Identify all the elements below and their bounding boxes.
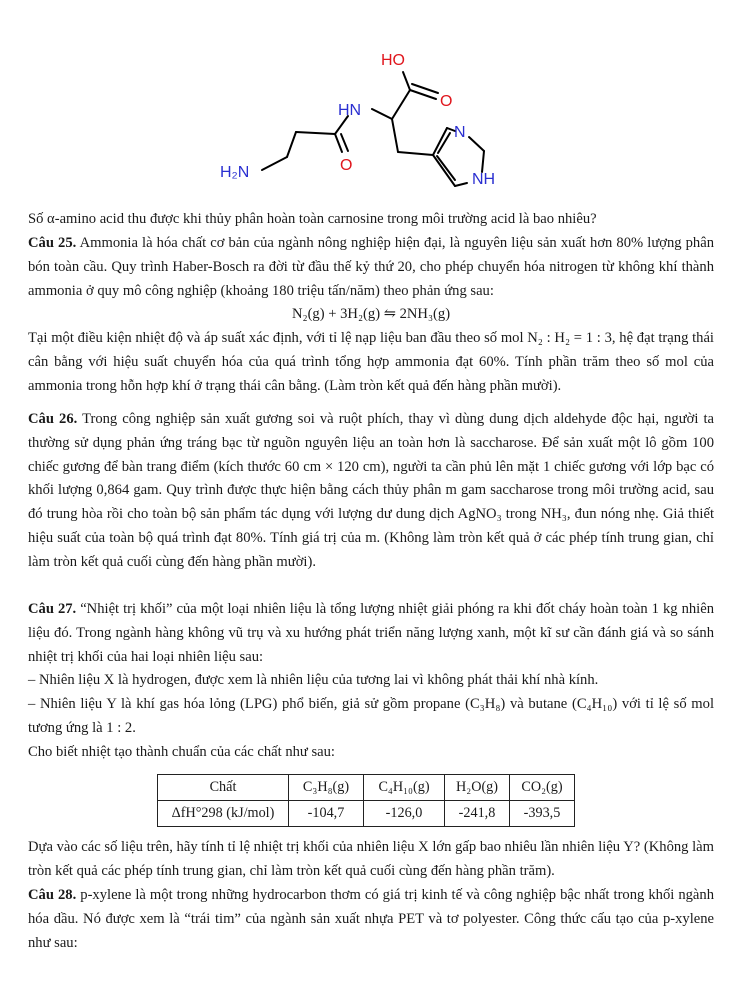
acid-carbonyl-o-label: O [440,93,453,110]
table-cell: -393,5 [510,801,575,827]
question-27-text: “Nhiệt trị khối” của một loại nhiên liệu là tổng lượng nhiệt giải phóng ra khi đốt cháy hoàn toàn 1 kg nhiên liệu đó. Trong ngành hàng không vũ trụ và xu hướng phát triển năng lượng xanh, một kĩ sư cần đánh giá và so sánh nhiệt trị khối của hai loại nhiên liệu sau: [28,601,715,665]
amide-carbonyl-o-label: O [340,157,353,174]
question-26-body [28,408,714,575]
table-header-cell: H₂O(g) [445,775,510,801]
hydroxyl-label: HO [381,52,405,69]
question-24-prompt: Số α-amino acid thu được khi thủy phân hoàn toàn carnosine trong môi trường acid là bao nhiêu? [28,211,597,227]
table-cell: -104,7 [289,801,364,827]
table-header-cell: CO₂(g) [510,775,575,801]
question-28-label: Câu 28. [28,887,77,903]
question-27-after-table: Dựa vào các số liệu trên, hãy tính tỉ lệ nhiệt trị khối của nhiên liệu X lớn gấp bao nhiêu lần nhiên liệu Y? (Không làm tròn kết quả các phép tính trung gian, chỉ làm tròn kết quả cuối cùng đến hàng phần trăm). [28,839,714,879]
enthalpy-table [157,774,575,827]
table-header-cell: Chất [158,775,289,801]
imidazole-nh-label: NH [472,171,496,188]
question-25-text-2: Tại một điều kiện nhiệt độ và áp suất xác định, với tỉ lệ nạp liệu ban đầu theo số mol N₂ : H₂ = 1 : 3, hệ đạt trạng thái cân bằng với hiệu suất chuyển hóa của quá trình tổng hợp ammonia đạt 60%. Tính phần trăm theo số mol của ammonia trong hỗn hợp khí ở trạng thái cân bằng. (Làm tròn kết quả đến hàng phần mười). [28,330,714,394]
table-cell: -126,0 [364,801,445,827]
table-header-cell: C₄H₁₀(g) [364,775,445,801]
question-27-label: Câu 27. [28,601,77,617]
table-header-row [158,775,575,801]
amide-nh-label: HN [338,102,362,119]
question-27-body [28,598,714,669]
question-28-body [28,884,714,955]
haber-bosch-equation: N₂(g) + 3H₂(g) ⇋ 2NH₃(g) [291,306,451,323]
question-25-body [28,232,714,303]
table-header-cell: C₃H₈(g) [289,775,364,801]
amine-h2n-label: H₂N [220,164,250,181]
table-cell: -241,8 [445,801,510,827]
question-24-text [28,208,714,232]
carnosine-structure-diagram [0,0,742,200]
fuel-x-bullet: – Nhiên liệu X là hydrogen, được xem là nhiên liệu của tương lai vì không phát thải khí nhà kính. [28,672,599,689]
table-row [158,801,575,827]
question-27 [28,598,714,765]
question-25 [28,232,714,399]
question-28 [28,884,714,955]
question-25-label: Câu 25. [28,235,77,251]
question-26-label: Câu 26. [28,411,78,427]
question-26 [28,408,714,575]
fuel-y-bullet: – Nhiên liệu Y là khí gas hóa lỏng (LPG) phổ biến, giả sử gồm propane (C₃H₈) và butane (C₄H₁₀) với tỉ lệ số mol tương ứng là 1 : 2. [28,696,714,736]
imidazole-n-label: N [454,124,466,141]
question-26-text: Trong công nghiệp sản xuất gương soi và ruột phích, thay vì dùng dung dịch aldehyde độc hại, người ta thường sử dụng phản ứng tráng bạc từ nguồn nguyên liệu an toàn hơn là saccharose. Để sản xuất một lô gồm 100 chiếc gương để bàn trang điểm (kích thước 60 cm × 120 cm), người ta cần phủ lên mặt 1 chiếc gương với lớp bạc có khối lượng 0,864 gam. Quy trình được thực hiện bằng cách thủy phân m gam saccharose trong môi trường acid, sau đó trung hòa rồi cho toàn bộ sản phẩm tác dụng với lượng dư dung dịch AgNO₃ trong NH₃, đun nóng nhẹ. Giả thiết hiệu suất của toàn bộ quá trình đạt 80%. Tính giá trị của m. (Không làm tròn kết quả ở các phép tính trung gian, chỉ làm tròn kết quả cuối cùng đến hàng phần mười). [28,411,715,570]
question-25-text: Ammonia là hóa chất cơ bản của ngành nông nghiệp hiện đại, là nguyên liệu sản xuất hơn 80% lượng phân bón toàn cầu. Quy trình Haber-Bosch ra đời từ đầu thế kỷ thứ 20, cho phép chuyển hóa nitrogen từ không khí thành ammonia ở quy mô công nghiệp (khoảng 180 triệu tấn/năm) theo phản ứng sau: [28,235,715,299]
table-row-label: ΔfH°298 (kJ/mol) [158,801,289,827]
question-27-continued [28,836,714,884]
question-28-text: p-xylene là một trong những hydrocarbon thơm có giá trị kinh tế và công nghiệp bậc nhất trong khối ngành hóa dầu. Nó được xem là “trái tim” của ngành sản xuất nhựa PET và tơ polyester. Công thức cấu tạo của p-xylene như sau: [28,887,714,951]
table-intro: Cho biết nhiệt tạo thành chuẩn của các chất như sau: [28,743,335,760]
